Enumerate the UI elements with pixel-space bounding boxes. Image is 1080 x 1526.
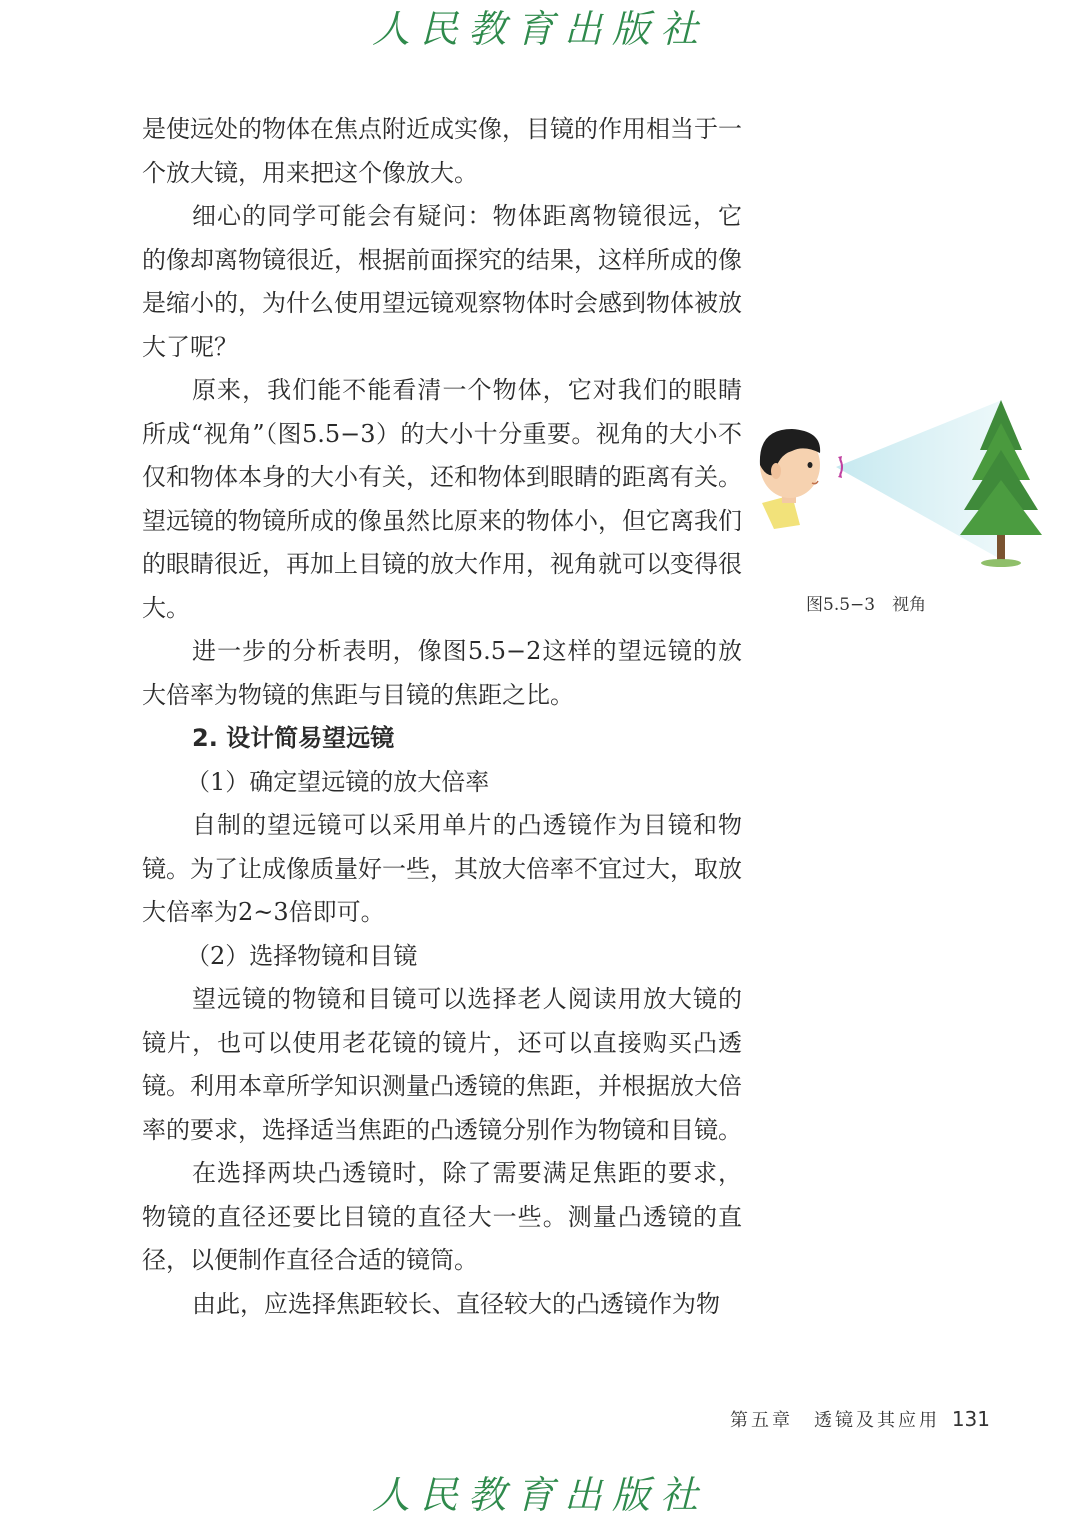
- page-number: 131: [951, 1407, 990, 1431]
- paragraph-1: 是使远处的物体在焦点附近成实像，目镜的作用相当于一个放大镜，用来把这个像放大。: [142, 115, 742, 187]
- publisher-watermark-top: 人民教育出版社: [371, 7, 708, 51]
- chapter-title: 第五章 透镜及其应用: [730, 1410, 940, 1431]
- paragraph-6: 望远镜的物镜和目镜可以选择老人阅读用放大镜的镜片，也可以使用老花镜的镜片，还可以直接购买凸透镜。利用本章所学知识测量凸透镜的焦距，并根据放大倍率的要求，选择适当焦距的凸透镜分别作为物镜和目镜。: [142, 985, 742, 1144]
- boy-icon: [760, 429, 820, 529]
- paragraph-3: 原来，我们能不能看清一个物体，它对我们的眼睛所成“视角”（图5.5−3）的大小十分重要。视角的大小不仅和物体本身的大小有关，还和物体到眼睛的距离有关。望远镜的物镜所成的像虽然比原来的物体小，但它离我们的眼睛很近，再加上目镜的放大作用，视角就可以变得很大。: [142, 376, 742, 622]
- visual-angle-figure: [752, 395, 1052, 570]
- figure-caption: 图5.5−3 视角: [806, 595, 927, 615]
- paragraph-5: 自制的望远镜可以采用单片的凸透镜作为目镜和物镜。为了让成像质量好一些，其放大倍率不宜过大，取放大倍率为2~3倍即可。: [142, 811, 742, 926]
- subheading-1: （1）确定望远镜的放大倍率: [186, 767, 490, 796]
- paragraph-4: 进一步的分析表明，像图5.5−2这样的望远镜的放大倍率为物镜的焦距与目镜的焦距之比。: [142, 637, 742, 709]
- section-heading: 2. 设计简易望远镜: [192, 724, 395, 752]
- page-footer: [730, 1406, 990, 1432]
- paragraph-8: 由此，应选择焦距较长、直径较大的凸透镜作为物: [192, 1289, 720, 1318]
- page-body: [142, 108, 742, 1326]
- subheading-2: （2）选择物镜和目镜: [186, 941, 418, 970]
- publisher-watermark-bottom: 人民教育出版社: [371, 1473, 708, 1517]
- paragraph-2: 细心的同学可能会有疑问：物体距离物镜很远，它的像却离物镜很近，根据前面探究的结果，这样所成的像是缩小的，为什么使用望远镜观察物体时会感到物体被放大了呢？: [142, 202, 742, 361]
- paragraph-7: 在选择两块凸透镜时，除了需要满足焦距的要求，物镜的直径还要比目镜的直径大一些。测量凸透镜的直径，以便制作直径合适的镜筒。: [142, 1159, 742, 1274]
